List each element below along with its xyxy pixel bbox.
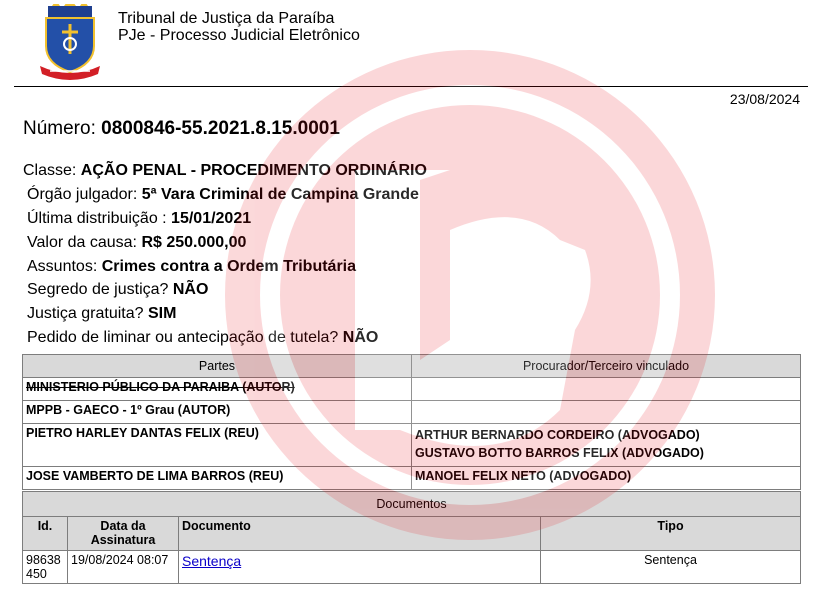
table-row bbox=[23, 378, 801, 401]
procurador-cell bbox=[412, 378, 801, 401]
procurador-cell: MANOEL FELIX NETO (ADVOGADO) bbox=[412, 467, 801, 490]
procurador-cell bbox=[412, 424, 801, 467]
field-classe bbox=[23, 161, 427, 185]
field-label: Órgão julgador: bbox=[27, 185, 142, 203]
partes-table bbox=[22, 354, 801, 490]
field-value: NÃO bbox=[172, 281, 209, 299]
partes-header-row bbox=[23, 355, 801, 378]
field-value: AÇÃO PENAL - PROCEDIMENTO ORDINÁRIO bbox=[80, 162, 427, 179]
field-label: Assuntos: bbox=[27, 257, 102, 275]
process-fields bbox=[23, 161, 427, 352]
process-number-label: Número: bbox=[23, 118, 102, 139]
documento-cell bbox=[179, 551, 541, 584]
table-row bbox=[23, 551, 801, 584]
field-label: Última distribuição : bbox=[27, 209, 172, 227]
field-pedido-liminar bbox=[23, 328, 427, 352]
field-label: Classe: bbox=[23, 162, 81, 179]
documento-tipo: Sentença bbox=[541, 551, 801, 584]
report-date: 23/08/2024 bbox=[729, 91, 800, 107]
parte-cell: MPPB - GAECO - 1º Grau (AUTOR) bbox=[23, 401, 412, 424]
field-value: 15/01/2021 bbox=[171, 209, 252, 227]
field-value: 5ª Vara Criminal de Campina Grande bbox=[141, 185, 419, 203]
field-segredo-justica bbox=[23, 280, 427, 304]
field-label: Valor da causa: bbox=[27, 233, 142, 251]
court-coat-of-arms-icon bbox=[38, 4, 102, 82]
documento-id: 98638450 bbox=[23, 551, 68, 584]
documentos-title-row bbox=[23, 492, 801, 517]
field-assuntos bbox=[23, 257, 427, 281]
field-valor-causa bbox=[23, 233, 427, 257]
parte-cell: JOSE VAMBERTO DE LIMA BARROS (REU) bbox=[23, 467, 412, 490]
column-header-data-assinatura: Data da Assinatura bbox=[68, 517, 179, 551]
column-header-documento: Documento bbox=[179, 517, 541, 551]
field-orgao-julgador bbox=[23, 185, 427, 209]
table-row bbox=[23, 401, 801, 424]
field-justica-gratuita bbox=[23, 304, 427, 328]
column-header-id: Id. bbox=[23, 517, 68, 551]
field-value: SIM bbox=[147, 305, 177, 323]
column-header-procurador: Procurador/Terceiro vinculado bbox=[412, 355, 801, 378]
court-name: Tribunal de Justiça da Paraíba bbox=[118, 10, 335, 27]
table-row bbox=[23, 467, 801, 490]
column-header-partes: Partes bbox=[23, 355, 412, 378]
documentos-header-row bbox=[23, 517, 801, 551]
documentos-table bbox=[22, 491, 801, 584]
field-label: Justiça gratuita? bbox=[27, 305, 148, 323]
procurador-cell bbox=[412, 401, 801, 424]
document-header bbox=[0, 0, 827, 90]
field-value: Crimes contra a Ordem Tributária bbox=[101, 257, 357, 275]
header-divider bbox=[14, 86, 808, 87]
field-ultima-distribuicao bbox=[23, 209, 427, 233]
table-row bbox=[23, 424, 801, 467]
field-label: Pedido de liminar ou antecipação de tutela? bbox=[27, 329, 343, 347]
documento-link[interactable]: Sentença bbox=[182, 553, 242, 569]
system-name: PJe - Processo Judicial Eletrônico bbox=[118, 27, 360, 44]
parte-cell: MINISTERIO PÚBLICO DA PARAIBA (AUTOR) bbox=[23, 378, 412, 401]
procurador-name: ARTHUR BERNARDO CORDEIRO (ADVOGADO) bbox=[415, 428, 700, 442]
documento-data: 19/08/2024 08:07 bbox=[68, 551, 179, 584]
documentos-title: Documentos bbox=[23, 492, 801, 517]
procurador-name: GUSTAVO BOTTO BARROS FELIX (ADVOGADO) bbox=[415, 446, 704, 460]
parte-cell: PIETRO HARLEY DANTAS FELIX (REU) bbox=[23, 424, 412, 467]
field-value: R$ 250.000,00 bbox=[141, 233, 247, 251]
column-header-tipo: Tipo bbox=[541, 517, 801, 551]
process-number bbox=[23, 118, 340, 140]
field-label: Segredo de justiça? bbox=[27, 281, 173, 299]
field-value: NÃO bbox=[342, 329, 379, 347]
process-number-value: 0800846-55.2021.8.15.0001 bbox=[101, 118, 340, 139]
